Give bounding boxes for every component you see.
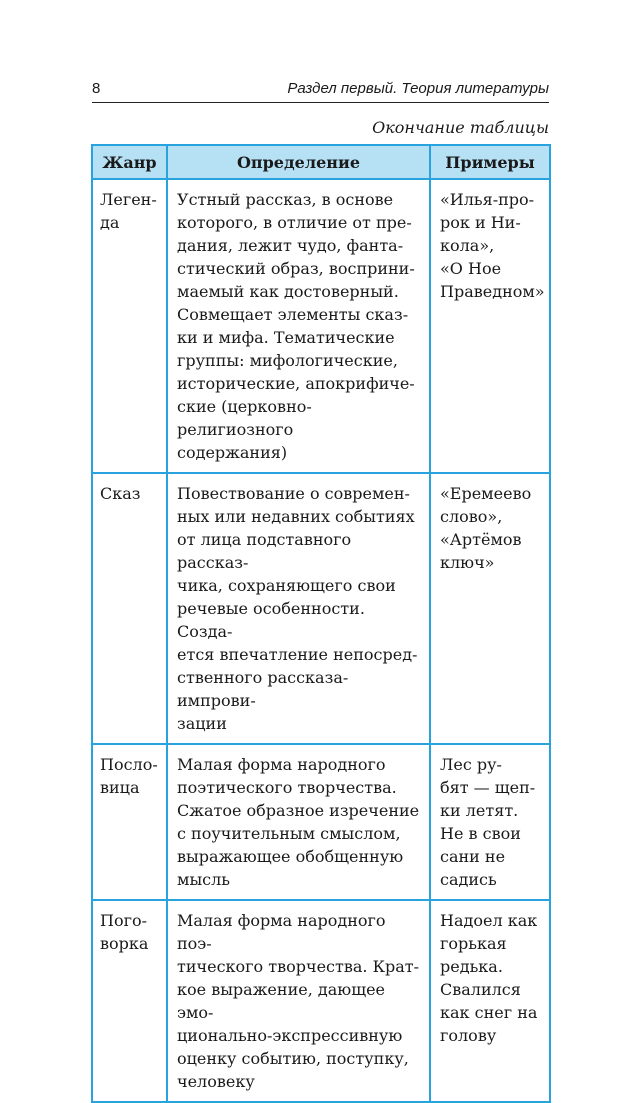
cell-line: дания, лежит чудо, фанта-	[177, 236, 404, 255]
cell-line: Сжатое образное изречение	[177, 801, 420, 820]
cell-line: с поучительным смыслом,	[177, 824, 401, 843]
cell-line: слово»,	[440, 507, 503, 526]
cell-line: ки летят.	[440, 801, 519, 820]
genre-table	[91, 144, 551, 1103]
cell-line: «Артёмов	[440, 530, 522, 549]
examples-cell	[430, 744, 550, 900]
cell-line: Малая форма народного поэ-	[177, 911, 386, 953]
header-examples: Примеры	[430, 145, 550, 179]
cell-line: Не в свои	[440, 824, 521, 843]
cell-line: стический образ, восприни-	[177, 259, 415, 278]
cell-line: кое выражение, дающее эмо-	[177, 980, 385, 1022]
definition-cell	[167, 744, 430, 900]
cell-line: содержания)	[177, 443, 288, 462]
header-definition: Определение	[167, 145, 430, 179]
cell-line: ционально-экспрессивную	[177, 1026, 403, 1045]
cell-line: поэтического творчества.	[177, 778, 397, 797]
page-number: 8	[92, 80, 101, 97]
examples-cell	[430, 900, 550, 1102]
definition-cell	[167, 473, 430, 744]
cell-line: голову	[440, 1026, 497, 1045]
table-row-legend	[92, 179, 550, 473]
cell-line: Повествование о современ-	[177, 484, 410, 503]
examples-cell	[430, 179, 550, 473]
cell-line: кола»,	[440, 236, 495, 255]
cell-line: «О Ное	[440, 259, 502, 278]
genre-cell	[92, 900, 167, 1102]
cell-line: Лес ру-	[440, 755, 502, 774]
table-row-skaz	[92, 473, 550, 744]
cell-line: чика, сохраняющего свои	[177, 576, 396, 595]
cell-line: Совмещает элементы сказ-	[177, 305, 409, 324]
cell-line: Посло-	[100, 755, 158, 774]
cell-line: редька.	[440, 957, 503, 976]
header-rule	[92, 102, 549, 103]
cell-line: садись	[440, 870, 497, 889]
header-genre: Жанр	[92, 145, 167, 179]
table-caption: Окончание таблицы	[372, 118, 549, 137]
cell-line: Леген-	[100, 190, 157, 209]
definition-cell	[167, 900, 430, 1102]
cell-line: тического творчества. Крат-	[177, 957, 419, 976]
cell-line: Устный рассказ, в основе	[177, 190, 394, 209]
cell-line: зации	[177, 714, 227, 733]
cell-line: ется впечатление непосред-	[177, 645, 418, 664]
cell-line: да	[100, 213, 120, 232]
cell-line: ных или недавних событиях	[177, 507, 415, 526]
cell-line: ки и мифа. Тематические	[177, 328, 395, 347]
cell-line: речевые особенности. Созда-	[177, 599, 365, 641]
genre-cell	[92, 473, 167, 744]
cell-line: Свалился	[440, 980, 521, 999]
cell-line: группы: мифологические,	[177, 351, 398, 370]
cell-line: рок и Ни-	[440, 213, 521, 232]
cell-line: горькая	[440, 934, 507, 953]
section-title: Раздел первый. Теория литературы	[287, 80, 549, 97]
cell-line: ственного рассказа-импрови-	[177, 668, 349, 710]
cell-line: «Еремеево	[440, 484, 532, 503]
cell-line: вица	[100, 778, 140, 797]
examples-cell	[430, 473, 550, 744]
cell-line: Малая форма народного	[177, 755, 386, 774]
genre-cell	[92, 179, 167, 473]
cell-line: которого, в отличие от пре-	[177, 213, 412, 232]
cell-line: выражающее обобщенную	[177, 847, 404, 866]
genre-cell	[92, 744, 167, 900]
cell-line: Сказ	[100, 484, 141, 503]
cell-line: от лица подставного рассказ-	[177, 530, 352, 572]
cell-line: человеку	[177, 1072, 255, 1091]
cell-line: ворка	[100, 934, 149, 953]
running-head	[92, 80, 549, 102]
cell-line: Праведном»	[440, 282, 545, 301]
cell-line: оценку событию, поступку,	[177, 1049, 409, 1068]
cell-line: исторические, апокрифиче-	[177, 374, 415, 393]
table-row-pogovorka	[92, 900, 550, 1102]
cell-line: сани не	[440, 847, 506, 866]
cell-line: Надоел как	[440, 911, 538, 930]
cell-line: ские (церковно-религиозного	[177, 397, 312, 439]
cell-line: мысль	[177, 870, 231, 889]
definition-cell	[167, 179, 430, 473]
cell-line: бят — щеп-	[440, 778, 536, 797]
cell-line: Пого-	[100, 911, 148, 930]
cell-line: ключ»	[440, 553, 495, 572]
cell-line: «Илья-про-	[440, 190, 535, 209]
table-header-row	[92, 145, 550, 179]
cell-line: маемый как достоверный.	[177, 282, 399, 301]
cell-line: как снег на	[440, 1003, 538, 1022]
table-row-poslovitsa	[92, 744, 550, 900]
